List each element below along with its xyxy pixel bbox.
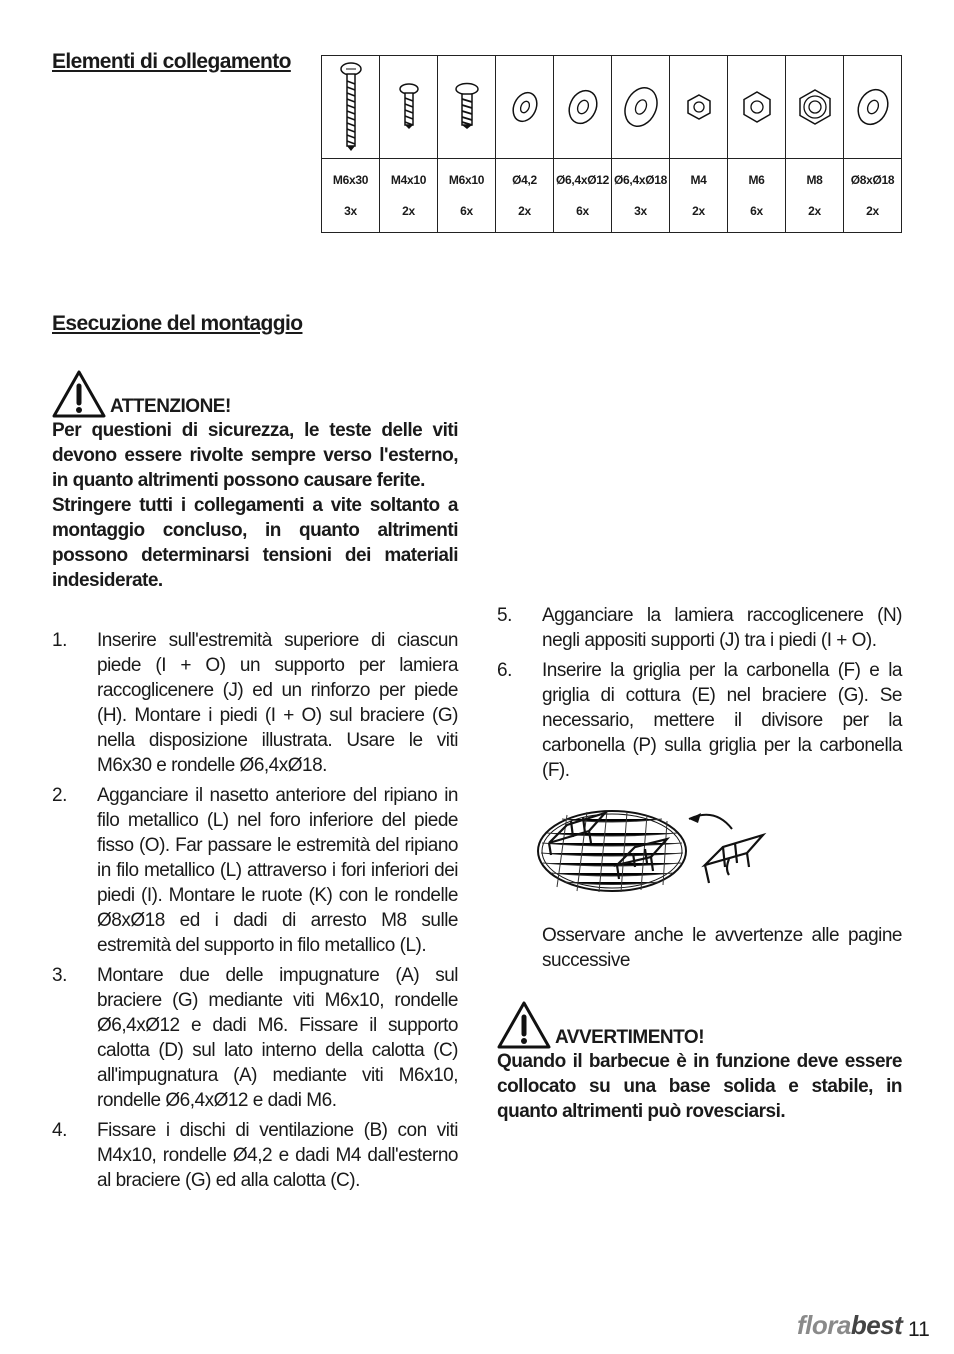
- hardware-spec-cell: [786, 159, 844, 233]
- hardware-spec-cell: [380, 159, 438, 233]
- hardware-icon-cell: [786, 56, 844, 159]
- hardware-spec: M6x30: [332, 173, 369, 187]
- hardware-spec-cell: [496, 159, 554, 233]
- step-text: Agganciare il nasetto anteriore del ripiano in filo metallico (L) nel foro inferiore del piede fisso (O). Far passare le estremità del ripiano in filo metallico (L) attraverso i fori inferiori dei piedi (I). Montare le ruote (K) con le rondelle Ø8xØ18 ed i dadi di arresto M8 sulle estremità del supporto in filo metallico (L).: [97, 785, 458, 956]
- short-screw-icon: [398, 82, 420, 132]
- steps-list-left: [52, 628, 458, 1193]
- hardware-qty: 2x: [808, 204, 821, 218]
- hardware-icon-cell: [496, 56, 554, 159]
- charcoal-grate-illustration: [537, 803, 777, 903]
- hardware-qty: 2x: [402, 204, 415, 218]
- page-number: 11: [908, 1318, 930, 1341]
- hardware-spec: M6: [748, 173, 765, 187]
- attention-block: [52, 370, 458, 593]
- hardware-icon-cell: [844, 56, 902, 159]
- hardware-spec: M8: [806, 173, 823, 187]
- step-item: [497, 658, 902, 783]
- assembly-heading: Esecuzione del montaggio: [52, 312, 303, 335]
- hardware-spec: M6x10: [448, 173, 485, 187]
- small-nut-icon: [684, 92, 714, 122]
- hardware-qty: 6x: [460, 204, 473, 218]
- step-number: 2.: [52, 785, 67, 806]
- step-item: [52, 628, 458, 778]
- attention-paragraph: Stringere tutti i collegamenti a vite soltanto a montaggio concluso, in quanto altrimenti possono determinarsi tensioni dei materiali indesiderate.: [52, 495, 458, 591]
- hardware-icon-cell: [380, 56, 438, 159]
- step-number: 6.: [497, 660, 512, 681]
- grill-illustration: [537, 803, 902, 913]
- washer-icon: [566, 85, 600, 129]
- hardware-qty: 3x: [344, 204, 357, 218]
- attention-title: ATTENZIONE!: [110, 396, 231, 417]
- long-screw-icon: [339, 61, 363, 153]
- step-number: 1.: [52, 630, 67, 651]
- warning-title: AVVERTIMENTO!: [555, 1027, 705, 1048]
- hardware-qty: 3x: [634, 204, 647, 218]
- hardware-icon-cell: [322, 56, 380, 159]
- note-text: Osservare anche le avvertenze alle pagine successive: [542, 925, 902, 971]
- hardware-spec: Ø6,4xØ18: [614, 173, 667, 187]
- hardware-qty: 6x: [576, 204, 589, 218]
- hardware-icon-cell: [728, 56, 786, 159]
- step-text: Inserire sull'estremità superiore di ciascun piede (I + O) un supporto per lamiera raccoglicenere (J) ed un rinforzo per piede (H). Montare i piedi (I + O) sul braciere (G) nella disposizione illustrata. Usare le viti M6x30 e rondelle Ø6,4xØ18.: [97, 630, 458, 776]
- florabest-logo: [797, 1310, 902, 1340]
- step-number: 5.: [497, 605, 512, 626]
- hardware-spec: Ø6,4xØ12: [556, 173, 609, 187]
- hardware-qty: 6x: [750, 204, 763, 218]
- step-item: [52, 1118, 458, 1193]
- step-number: 4.: [52, 1120, 67, 1141]
- step-text: Inserire la griglia per la carbonella (F) e la griglia di cottura (E) nel braciere (G). Se necessario, mettere il divisore per la carbonella (P) sulla griglia per la carbonella (F).: [542, 660, 902, 781]
- warning-block: [497, 1001, 902, 1124]
- hardware-spec-cell: [670, 159, 728, 233]
- brand-part2: best: [850, 1310, 903, 1340]
- nut-icon: [739, 89, 775, 125]
- hardware-spec-cell: [612, 159, 670, 233]
- lock-nut-icon: [795, 87, 835, 127]
- right-column: [497, 603, 902, 1124]
- step-item: [52, 963, 458, 1113]
- wide-washer-icon: [854, 85, 892, 129]
- hardware-spec: Ø8xØ18: [850, 173, 895, 187]
- hardware-spec: M4x10: [390, 173, 427, 187]
- step-item: [497, 603, 902, 653]
- connecting-elements-heading: Elementi di collegamento: [52, 50, 291, 73]
- warning-text: Quando il barbecue è in funzione deve essere collocato su una base solida e stabile, in quanto altrimenti può rovesciarsi.: [497, 1051, 902, 1122]
- hardware-values-row: [322, 159, 902, 233]
- step-text: Montare due delle impugnature (A) sul braciere (G) mediante viti M6x10, rondelle Ø6,4xØ12 e dadi M6. Fissare il supporto calotta (D) sul lato interno della calotta (C) all'impugnatura (A) mediante viti M6x10, rondelle Ø6,4xØ12 e dadi M6.: [97, 965, 458, 1111]
- warning-triangle-icon: [52, 370, 106, 418]
- hardware-qty: 2x: [866, 204, 879, 218]
- hardware-icons-row: [322, 56, 902, 159]
- hardware-icon-cell: [438, 56, 496, 159]
- warning-title-row: [497, 1001, 902, 1049]
- small-washer-icon: [510, 87, 540, 127]
- hardware-spec: Ø4,2: [512, 173, 537, 187]
- step-text: Fissare i dischi di ventilazione (B) con viti M4x10, rondelle Ø4,2 e dadi M4 dall'esterno al braciere (G) ed alla calotta (C).: [97, 1120, 458, 1191]
- hardware-icon-cell: [670, 56, 728, 159]
- warning-triangle-icon: [497, 1001, 551, 1049]
- medium-screw-icon: [454, 82, 480, 132]
- step-item: [52, 783, 458, 958]
- hardware-qty: 2x: [518, 204, 531, 218]
- left-column: [52, 370, 458, 1198]
- hardware-spec-cell: [554, 159, 612, 233]
- step-number: 3.: [52, 965, 67, 986]
- hardware-qty: 2x: [692, 204, 705, 218]
- hardware-spec-cell: [728, 159, 786, 233]
- steps-list-right: [497, 603, 902, 783]
- large-washer-icon: [621, 83, 661, 131]
- hardware-spec-cell: [322, 159, 380, 233]
- hardware-icon-cell: [554, 56, 612, 159]
- attention-title-row: [52, 370, 458, 418]
- hardware-spec-cell: [438, 159, 496, 233]
- hardware-spec-cell: [844, 159, 902, 233]
- hardware-table: [321, 55, 902, 233]
- brand-part1: flora: [797, 1310, 851, 1340]
- attention-paragraph: Per questioni di sicurezza, le teste delle viti devono essere rivolte sempre verso l'esterno, in quanto altrimenti possono causare ferite.: [52, 420, 458, 491]
- hardware-spec: M4: [690, 173, 707, 187]
- hardware-icon-cell: [612, 56, 670, 159]
- brand-name: [797, 1310, 902, 1340]
- step-text: Agganciare la lamiera raccoglicenere (N) negli appositi supporti (J) tra i piedi (I + O).: [542, 605, 902, 651]
